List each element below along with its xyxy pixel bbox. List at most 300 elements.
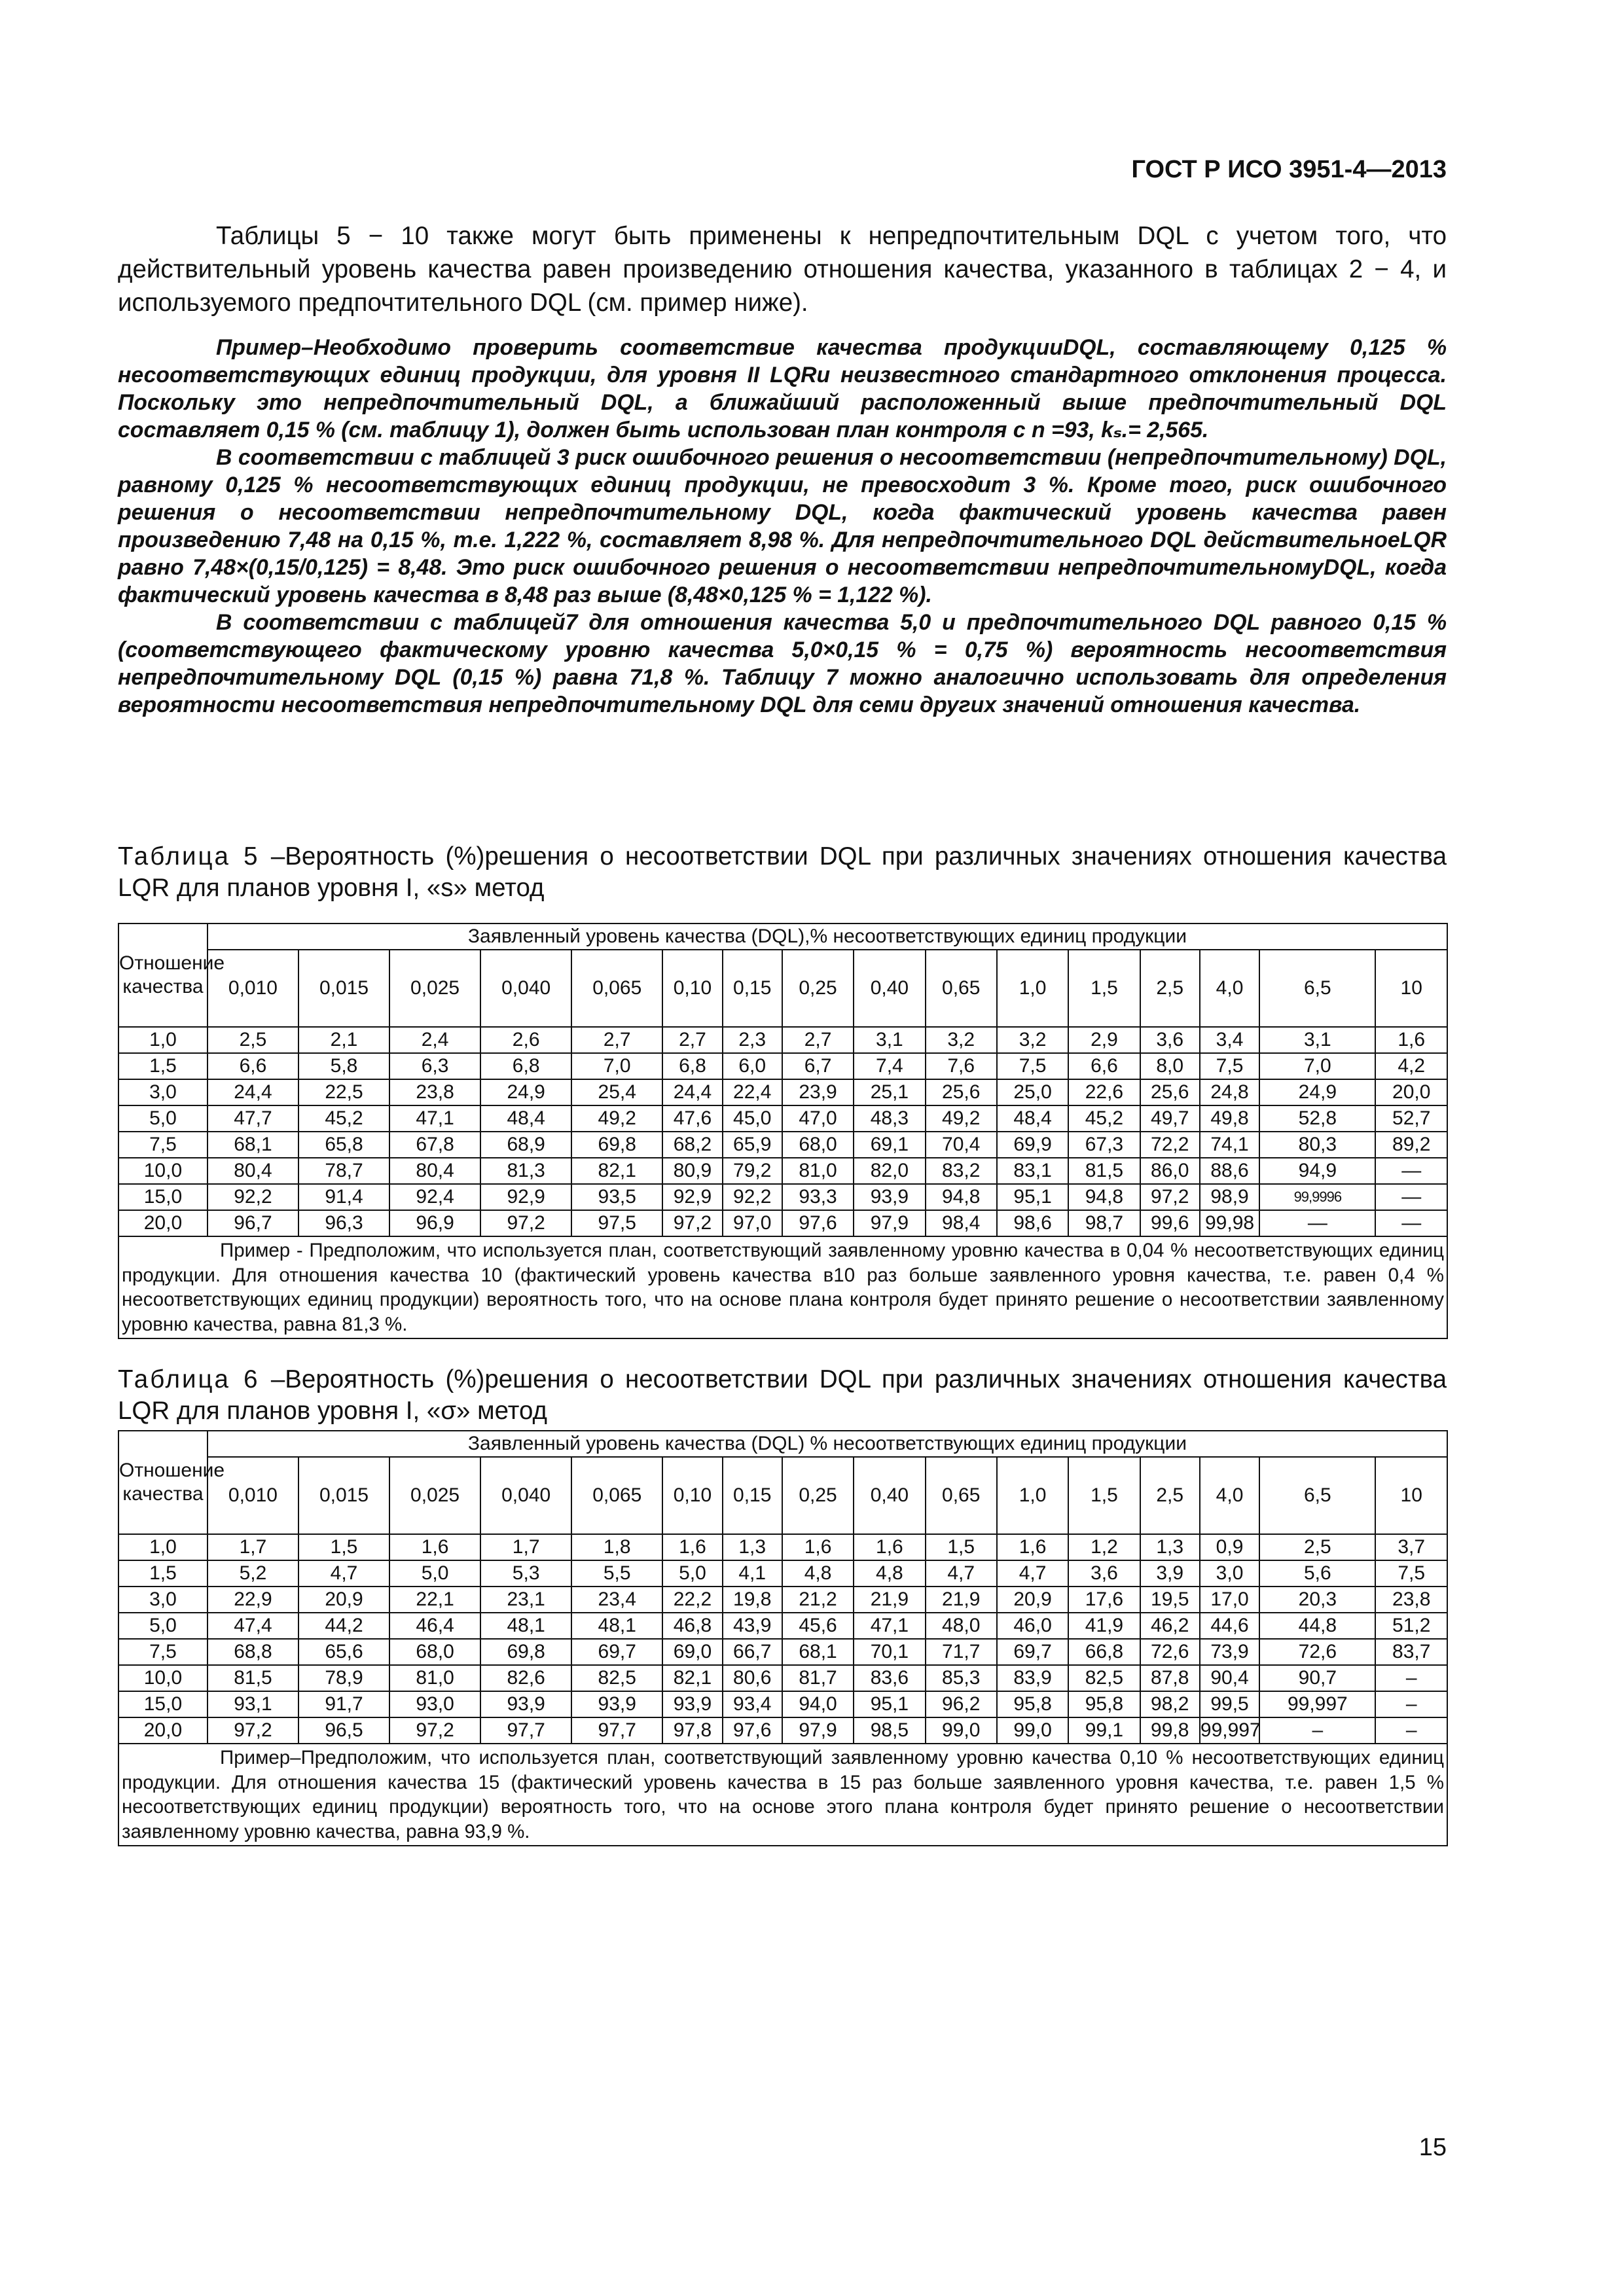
table-cell: 89,2 [1375,1132,1447,1158]
table-cell: 49,2 [571,1105,662,1132]
table-6-label: Таблица 6 [118,1365,260,1393]
table-cell: – [1375,1665,1447,1691]
table-cell: 65,6 [298,1639,389,1665]
table-cell: 66,8 [1068,1639,1140,1665]
table-cell: 96,5 [298,1717,389,1744]
table-cell: 78,7 [298,1158,389,1184]
table-cell: 73,9 [1200,1639,1259,1665]
table-cell: 97,2 [480,1210,571,1236]
table-cell: 49,8 [1200,1105,1259,1132]
table-6 [118,1430,1448,1846]
table-cell: 93,4 [723,1691,782,1717]
table-cell: 93,0 [389,1691,480,1717]
table-row [118,1560,1447,1587]
table-cell: 25,6 [926,1079,997,1105]
table-cell: 49,7 [1140,1105,1200,1132]
table-cell: 99,0 [926,1717,997,1744]
table-cell: 1,7 [208,1534,298,1560]
table-cell: 93,9 [854,1184,925,1210]
table-cell: – [1259,1717,1375,1744]
table-cell: 68,0 [782,1132,854,1158]
table-cell: 2,5 [1259,1534,1375,1560]
table-cell: 2,7 [662,1027,722,1053]
group-header: Заявленный уровень качества (DQL),% несоответствующих единиц продукции [208,924,1447,950]
table-cell: 23,1 [480,1587,571,1613]
table-cell: 47,4 [208,1613,298,1639]
table-cell: 5,2 [208,1560,298,1587]
table-5-caption-text: –Вероятность (%)решения о несоответствии DQL при различных значениях отношения качества LQR для планов уровня I, «s» метод [118,842,1447,902]
table-5-note: Пример - Предположим, что используется план, соответствующий заявленному уровню качества в 0,04 % несоответствующих единиц продукции. Для отношения качества 10 (фактический уровень качества в10 раз больше заявленного уровня качества, т.е. равен 0,4 % несоответствующих единиц продукции) вероятность того, что на основе плана контроля будет принято решение о несоответствии заявленному уровню качества, равна 81,3 %. [118,1236,1447,1338]
table-cell: 93,1 [208,1691,298,1717]
table-cell: 3,4 [1200,1027,1259,1053]
table-cell: 5,3 [480,1560,571,1587]
table-cell: 99,997 [1259,1691,1375,1717]
example-paragraph-3: В соответствии с таблицей7 для отношения качества 5,0 и предпочтительного DQL равного 0,15 % (соответствующего фактическому уровню качества 5,0×0,15 % = 0,75 %) вероятность несоответствия непредпочтительному DQL (0,15 %) равна 71,8 %. Таблицу 7 можно аналогично использовать для определения вероятности несоответствия непредпочтительному DQL для семи других значений отношения качества. [118,610,1447,717]
table-cell: 81,5 [208,1665,298,1691]
table-6-caption-text: –Вероятность (%)решения о несоответствии DQL при различных значениях отношения качества LQR для планов уровня I, «σ» метод [118,1365,1447,1425]
table-cell: 46,8 [662,1613,722,1639]
table-cell: 99,1 [1068,1717,1140,1744]
table-cell: 45,2 [1068,1105,1140,1132]
table-cell: 98,4 [926,1210,997,1236]
table-cell: 48,4 [997,1105,1068,1132]
column-header: 4,0 [1200,950,1259,1027]
table-cell: 69,7 [997,1639,1068,1665]
row-ratio-cell: 1,0 [118,1027,208,1053]
column-header: 0,10 [662,1457,722,1534]
table-cell: 3,1 [854,1027,925,1053]
row-ratio-cell: 1,0 [118,1534,208,1560]
table-cell: 7,5 [997,1053,1068,1079]
table-cell: 69,8 [571,1132,662,1158]
column-header: 0,65 [926,1457,997,1534]
table-cell: 94,0 [782,1691,854,1717]
table-cell: 6,8 [662,1053,722,1079]
table-cell: 1,3 [723,1534,782,1560]
column-header: 0,40 [854,1457,925,1534]
table-row [118,1639,1447,1665]
group-header: Заявленный уровень качества (DQL) % несоответствующих единиц продукции [208,1431,1447,1457]
table-cell: 85,3 [926,1665,997,1691]
row-ratio-cell: 3,0 [118,1587,208,1613]
column-header: 0,065 [571,1457,662,1534]
table-cell: — [1259,1210,1375,1236]
column-header: 2,5 [1140,950,1200,1027]
table-cell: 80,4 [389,1158,480,1184]
table-cell: 48,3 [854,1105,925,1132]
table-cell: 66,7 [723,1639,782,1665]
table-cell: 90,4 [1200,1665,1259,1691]
table-cell: 20,0 [1375,1079,1447,1105]
table-cell: 2,7 [782,1027,854,1053]
table-cell: 3,2 [997,1027,1068,1053]
table-row [118,1027,1447,1053]
table-cell: 23,4 [571,1587,662,1613]
table-cell: 3,2 [926,1027,997,1053]
table-cell: — [1375,1184,1447,1210]
example-paragraph-2: В соответствии с таблицей 3 риск ошибочного решения о несоответствии (непредпочтительному) DQL, равному 0,125 % несоответствующих единиц продукции, не превосходит 3 %. Кроме того, риск ошибочного решения о несоответствии непредпочтительному DQL, когда фактический уровень качества равен произведению 7,48 на 0,15 %, т.е. 1,222 %, составляет 8,98 %. Для непредпочтительного DQL действительноеLQR равно 7,48×(0,15/0,125) = 8,48. Это риск ошибочного решения о несоответствии непредпочтительномуDQL, когда фактический уровень качества в 8,48 раз выше (8,48×0,125 % = 1,122 %). [118,445,1447,607]
intro-paragraph: Таблицы 5 − 10 также могут быть применены к непредпочтительным DQL с учетом того, что действительный уровень качества равен произведению отношения качества, указанного в таблицах 2 − 4, и используемого предпочтительного DQL (см. пример ниже). [118,222,1447,317]
table-row [118,1717,1447,1744]
table-cell: 25,0 [997,1079,1068,1105]
table-cell: 47,6 [662,1105,722,1132]
table-cell: 81,0 [389,1665,480,1691]
column-header: 0,15 [723,1457,782,1534]
table-cell: 1,6 [389,1534,480,1560]
table-cell: 97,2 [1140,1184,1200,1210]
table-row [118,1210,1447,1236]
table-cell: 90,7 [1259,1665,1375,1691]
table-cell: 19,5 [1140,1587,1200,1613]
table-cell: 68,8 [208,1639,298,1665]
table-cell: 93,5 [571,1184,662,1210]
table-5-caption [118,841,1447,904]
table-cell: 97,2 [389,1717,480,1744]
table-cell: 80,3 [1259,1132,1375,1158]
table-cell: 4,2 [1375,1053,1447,1079]
table-cell: 72,2 [1140,1132,1200,1158]
table-cell: — [1375,1158,1447,1184]
table-cell: – [1375,1691,1447,1717]
table-cell: 2,9 [1068,1027,1140,1053]
table-cell: 3,6 [1140,1027,1200,1053]
table-cell: 68,2 [662,1132,722,1158]
corner-header: Отношение качества [118,924,208,1027]
column-header: 1,5 [1068,950,1140,1027]
table-cell: 82,5 [1068,1665,1140,1691]
table-cell: 3,1 [1259,1027,1375,1053]
table-cell: 68,1 [782,1639,854,1665]
row-ratio-cell: 1,5 [118,1560,208,1587]
table-cell: 44,2 [298,1613,389,1639]
table-cell: 96,7 [208,1210,298,1236]
table-cell: 3,7 [1375,1534,1447,1560]
table-cell: 45,2 [298,1105,389,1132]
table-row [118,1184,1447,1210]
column-header: 0,015 [298,1457,389,1534]
row-ratio-cell: 15,0 [118,1691,208,1717]
table-cell: 47,7 [208,1105,298,1132]
table-cell: 22,6 [1068,1079,1140,1105]
table-cell: 97,2 [662,1210,722,1236]
column-header: 4,0 [1200,1457,1259,1534]
table-cell: 81,5 [1068,1158,1140,1184]
table-cell: 96,2 [926,1691,997,1717]
table-cell: 2,3 [723,1027,782,1053]
table-cell: 97,9 [782,1717,854,1744]
table-cell: 43,9 [723,1613,782,1639]
table-cell: 47,1 [854,1613,925,1639]
table-cell: 68,1 [208,1132,298,1158]
table-cell: 22,2 [662,1587,722,1613]
table-cell: 70,1 [854,1639,925,1665]
table-cell: 7,6 [926,1053,997,1079]
table-cell: 25,6 [1140,1079,1200,1105]
row-ratio-cell: 10,0 [118,1158,208,1184]
table-row [118,1053,1447,1079]
row-ratio-cell: 5,0 [118,1105,208,1132]
table-cell: 48,1 [480,1613,571,1639]
table-cell: 95,1 [997,1184,1068,1210]
table-cell: 93,9 [480,1691,571,1717]
table-cell: 72,6 [1140,1639,1200,1665]
table-cell: 97,6 [723,1717,782,1744]
table-cell: 17,6 [1068,1587,1140,1613]
table-cell: 65,9 [723,1132,782,1158]
column-header: 6,5 [1259,950,1375,1027]
table-cell: 52,7 [1375,1105,1447,1132]
table-cell: 86,0 [1140,1158,1200,1184]
column-header: 0,040 [480,1457,571,1534]
table-cell: 4,7 [926,1560,997,1587]
table-cell: 5,0 [389,1560,480,1587]
table-cell: 22,9 [208,1587,298,1613]
corner-header: Отношение качества [118,1431,208,1534]
table-cell: 51,2 [1375,1613,1447,1639]
table-cell: 92,2 [208,1184,298,1210]
table-cell: 6,6 [1068,1053,1140,1079]
table-cell: 3,6 [1068,1560,1140,1587]
table-row [118,1587,1447,1613]
table-cell: 1,6 [662,1534,722,1560]
table-cell: 21,2 [782,1587,854,1613]
table-cell: 1,6 [997,1534,1068,1560]
table-cell: 99,8 [1140,1717,1200,1744]
table-cell: 82,6 [480,1665,571,1691]
table-cell: 79,2 [723,1158,782,1184]
table-cell: 22,1 [389,1587,480,1613]
table-cell: 95,8 [997,1691,1068,1717]
table-cell: 69,7 [571,1639,662,1665]
table-cell: 98,2 [1140,1691,1200,1717]
table-cell: 45,6 [782,1613,854,1639]
table-cell: 4,8 [854,1560,925,1587]
table-cell: 44,6 [1200,1613,1259,1639]
table-cell: 69,0 [662,1639,722,1665]
table-cell: 97,2 [208,1717,298,1744]
table-cell: 24,9 [1259,1079,1375,1105]
table-cell: 99,98 [1200,1210,1259,1236]
table-cell: 99,0 [997,1717,1068,1744]
column-header: 10 [1375,950,1447,1027]
table-cell: 1,6 [1375,1027,1447,1053]
table-cell: 6,7 [782,1053,854,1079]
table-cell: 1,6 [782,1534,854,1560]
column-header: 0,015 [298,950,389,1027]
table-cell: 95,8 [1068,1691,1140,1717]
column-header: 0,40 [854,950,925,1027]
column-header: 0,040 [480,950,571,1027]
table-cell: 99,9996 [1259,1184,1375,1210]
table-cell: 46,4 [389,1613,480,1639]
table-cell: 69,1 [854,1132,925,1158]
table-cell: 6,3 [389,1053,480,1079]
column-header: 1,0 [997,950,1068,1027]
table-cell: 98,5 [854,1717,925,1744]
table-cell: 21,9 [926,1587,997,1613]
table-cell: 4,7 [298,1560,389,1587]
table-5 [118,923,1448,1339]
table-cell: 83,2 [926,1158,997,1184]
table-cell: 7,4 [854,1053,925,1079]
table-cell: 71,7 [926,1639,997,1665]
table-cell: 96,9 [389,1210,480,1236]
table-cell: 83,1 [997,1158,1068,1184]
table-cell: 48,1 [571,1613,662,1639]
table-cell: 83,9 [997,1665,1068,1691]
table-cell: 67,8 [389,1132,480,1158]
table-cell: 98,9 [1200,1184,1259,1210]
table-cell: 72,6 [1259,1639,1375,1665]
table-cell: 4,7 [997,1560,1068,1587]
column-header: 2,5 [1140,1457,1200,1534]
column-header: 0,065 [571,950,662,1027]
table-cell: 7,5 [1200,1053,1259,1079]
table-cell: 88,6 [1200,1158,1259,1184]
table-cell: 22,5 [298,1079,389,1105]
column-header: 0,010 [208,1457,298,1534]
table-cell: 81,3 [480,1158,571,1184]
table-cell: 3,0 [1200,1560,1259,1587]
table-cell: 23,8 [389,1079,480,1105]
table-cell: 46,0 [997,1613,1068,1639]
column-header: 0,25 [782,1457,854,1534]
table-cell: 4,1 [723,1560,782,1587]
table-cell: 47,1 [389,1105,480,1132]
table-cell: 92,2 [723,1184,782,1210]
table-cell: 99,6 [1140,1210,1200,1236]
column-header: 0,15 [723,950,782,1027]
table-cell: 93,9 [662,1691,722,1717]
table-cell: 8,0 [1140,1053,1200,1079]
column-header: 0,65 [926,950,997,1027]
table-cell: 97,7 [480,1717,571,1744]
table-cell: 6,8 [480,1053,571,1079]
row-ratio-cell: 3,0 [118,1079,208,1105]
table-cell: 65,8 [298,1132,389,1158]
table-cell: 97,0 [723,1210,782,1236]
table-cell: 25,4 [571,1079,662,1105]
column-header: 0,010 [208,950,298,1027]
row-ratio-cell: 5,0 [118,1613,208,1639]
table-cell: 6,6 [208,1053,298,1079]
column-header: 10 [1375,1457,1447,1534]
table-cell: 70,4 [926,1132,997,1158]
table-cell: 24,9 [480,1079,571,1105]
table-cell: 23,9 [782,1079,854,1105]
table-cell: 74,1 [1200,1132,1259,1158]
table-cell: 98,7 [1068,1210,1140,1236]
row-ratio-cell: 20,0 [118,1717,208,1744]
table-cell: 83,6 [854,1665,925,1691]
table-cell: 41,9 [1068,1613,1140,1639]
table-cell: 7,0 [571,1053,662,1079]
table-row [118,1132,1447,1158]
column-header: 1,0 [997,1457,1068,1534]
table-5-label: Таблица 5 [118,842,260,870]
table-cell: 49,2 [926,1105,997,1132]
table-row [118,1613,1447,1639]
table-cell: 1,3 [1140,1534,1200,1560]
table-row [118,1665,1447,1691]
table-cell: — [1375,1210,1447,1236]
table-6-caption [118,1364,1447,1427]
table-cell: 2,4 [389,1027,480,1053]
table-cell: 95,1 [854,1691,925,1717]
column-header: 0,025 [389,950,480,1027]
table-cell: 20,9 [298,1587,389,1613]
column-header: 1,5 [1068,1457,1140,1534]
table-cell: 82,0 [854,1158,925,1184]
table-cell: 2,1 [298,1027,389,1053]
table-row [118,1691,1447,1717]
table-cell: 5,5 [571,1560,662,1587]
table-cell: 2,7 [571,1027,662,1053]
table-cell: 69,8 [480,1639,571,1665]
table-cell: 3,9 [1140,1560,1200,1587]
table-cell: 22,4 [723,1079,782,1105]
table-cell: 82,1 [662,1665,722,1691]
table-cell: 2,5 [208,1027,298,1053]
example-paragraph-1: Пример–Необходимо проверить соответствие качества продукцииDQL, составляющему 0,125 % несоответствующих единиц продукции, для уровня II LQRи неизвестного стандартного отклонения процесса. Поскольку это непредпочтительный DQL, а ближайший расположенный выше предпочтительный DQL составляет 0,15 % (см. таблицу 1), должен быть использован план контроля с n =93, kₛ.= 2,565. [118,335,1447,442]
table-cell: 91,7 [298,1691,389,1717]
row-ratio-cell: 15,0 [118,1184,208,1210]
table-cell: 68,0 [389,1639,480,1665]
table-row [118,1158,1447,1184]
table-cell: 94,8 [1068,1184,1140,1210]
table-cell: 24,8 [1200,1079,1259,1105]
table-row [118,1534,1447,1560]
table-cell: 47,0 [782,1105,854,1132]
table-cell: 19,8 [723,1587,782,1613]
page-number: 15 [1418,2134,1447,2161]
table-cell: 44,8 [1259,1613,1375,1639]
table-cell: 82,5 [571,1665,662,1691]
table-cell: 24,4 [208,1079,298,1105]
row-ratio-cell: 20,0 [118,1210,208,1236]
table-cell: 80,4 [208,1158,298,1184]
table-cell: 1,2 [1068,1534,1140,1560]
table-cell: 7,5 [1375,1560,1447,1587]
table-cell: 67,3 [1068,1132,1140,1158]
table-cell: 48,4 [480,1105,571,1132]
table-cell: 20,9 [997,1587,1068,1613]
table-6-note: Пример–Предположим, что используется план, соответствующий заявленному уровню качества 0,10 % несоответствующих единиц продукции. Для отношения качества 15 (фактический уровень качества в 15 раз больше заявленного уровня качества, т.е. равен 1,5 % несоответствующих единиц продукции) вероятность того, что на основе этого плана контроля будет принято решение о несоответствии заявленному уровню качества, равна 93,9 %. [118,1744,1447,1846]
table-cell: 4,8 [782,1560,854,1587]
table-cell: 17,0 [1200,1587,1259,1613]
table-cell: 97,7 [571,1717,662,1744]
column-header: 0,025 [389,1457,480,1534]
table-cell: 1,5 [298,1534,389,1560]
table-cell: 80,6 [723,1665,782,1691]
table-cell: 80,9 [662,1158,722,1184]
row-ratio-cell: 1,5 [118,1053,208,1079]
example-block [118,334,1447,719]
table-cell: 46,2 [1140,1613,1200,1639]
table-cell: 68,9 [480,1132,571,1158]
table-row [118,1105,1447,1132]
table-cell: 96,3 [298,1210,389,1236]
table-cell: 93,9 [571,1691,662,1717]
table-cell: 92,9 [662,1184,722,1210]
table-cell: 23,8 [1375,1587,1447,1613]
table-cell: 5,0 [662,1560,722,1587]
table-cell: 82,1 [571,1158,662,1184]
table-cell: 81,7 [782,1665,854,1691]
table-cell: 1,8 [571,1534,662,1560]
table-cell: 5,6 [1259,1560,1375,1587]
column-header: 6,5 [1259,1457,1375,1534]
